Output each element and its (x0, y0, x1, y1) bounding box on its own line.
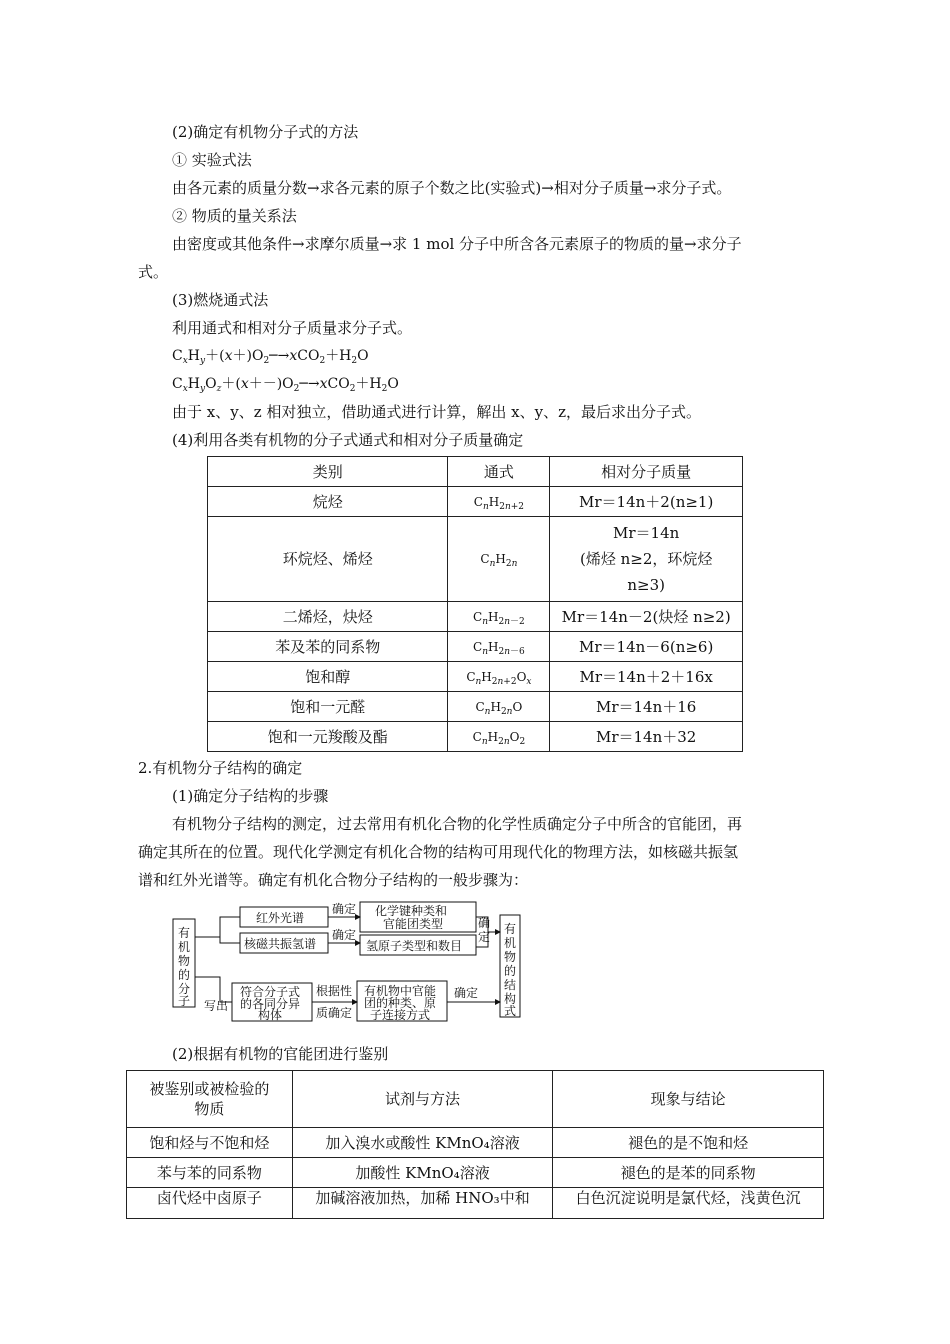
svg-text:子: 子 (178, 994, 191, 1008)
diagram-determine-1: 确定 (332, 902, 357, 916)
diagram-right-label (504, 922, 516, 1018)
diagram-nmr: 核磁共振氢谱 (244, 937, 317, 951)
cell-formula: $C_nH_{2n-2}$ (448, 602, 550, 632)
paragraph-structure-2: 确定其所在的位置。现代化学测定有机化合物的结构可用现代化的物理方法，如核磁共振氢 (138, 843, 739, 861)
header-result: 现象与结论 (553, 1071, 824, 1128)
diagram-bond-1: 化学键种类和 (375, 904, 448, 918)
cell-mr: Mr＝14n＋2(n≥1) (550, 487, 743, 517)
paragraph-independence: 由于 x、y、z 相对独立，借助通式进行计算，解出 x、y、z，最后求出分子式。 (172, 403, 701, 421)
svg-text:构: 构 (504, 992, 517, 1006)
table-row (208, 517, 743, 602)
paragraph-structure-1: 有机物分子结构的测定，过去常用有机化合物的化学性质确定分子中所含的官能团，再 (172, 815, 743, 833)
table-row (127, 1158, 824, 1188)
svg-text:分: 分 (178, 982, 191, 996)
table-header-row (208, 457, 743, 487)
table-row (127, 1128, 824, 1158)
structure-flow-diagram (170, 897, 550, 1025)
diagram-iso-3: 构体 (258, 1008, 283, 1022)
paragraph-combustion: 利用通式和相对分子质量求分子式。 (172, 319, 413, 337)
table-row (208, 602, 743, 632)
diagram-bond-2: 官能团类型 (383, 917, 444, 931)
cell-category: 饱和一元羧酸及酯 (208, 722, 448, 752)
table-header-row (127, 1071, 824, 1128)
cell-formula: $C_nH_{2n}O_2$ (448, 722, 550, 752)
cell-result: 褪色的是苯的同系物 (553, 1158, 824, 1188)
section-title-formula-method: (2)确定有机物分子式的方法 (172, 123, 359, 141)
svg-text:机: 机 (178, 940, 191, 954)
cell-category: 二烯烃，炔烃 (208, 602, 448, 632)
header-substance (127, 1071, 293, 1128)
general-formula-table (207, 456, 743, 752)
cell-mr-line: n≥3) (627, 576, 665, 594)
svg-text:结: 结 (504, 978, 517, 992)
paragraph-mole-relation-1: 由密度或其他条件→求摩尔质量→求 1 mol 分子中所含各元素原子的物质的量→求分子 (172, 235, 742, 253)
table-row (208, 632, 743, 662)
table-row (127, 1188, 824, 1219)
diagram-determine-5: 确定 (454, 986, 479, 1000)
diagram-fg-1: 有机物中官能 (364, 984, 437, 998)
table-row (208, 662, 743, 692)
header-mr: 相对分子质量 (550, 457, 743, 487)
cell-category: 饱和醇 (208, 662, 448, 692)
diagram-iso-1: 符合分子式 (240, 985, 301, 999)
header-reagent: 试剂与方法 (292, 1071, 553, 1128)
paragraph-structure-3: 谱和红外光谱等。确定有机化合物分子结构的一般步骤为： (138, 871, 529, 889)
cell-category: 饱和一元醛 (208, 692, 448, 722)
svg-text:的: 的 (178, 968, 191, 982)
diagram-determine-2: 确定 (332, 928, 357, 942)
diagram-hatom: 氢原子类型和数目 (366, 939, 463, 953)
diagram-prop-1: 根据性 (316, 984, 353, 998)
subheading-steps: (1)确定分子结构的步骤 (172, 787, 329, 805)
svg-text:有: 有 (504, 922, 517, 936)
cell-reagent: 加碱溶液加热，加稀 HNO₃中和 (292, 1188, 553, 1219)
cell-category: 烷烃 (208, 487, 448, 517)
table-row (208, 487, 743, 517)
svg-text:有: 有 (178, 926, 191, 940)
header-substance-line: 被鉴别或被检验的 (149, 1080, 270, 1098)
cell-mr: Mr＝14n＋16 (550, 692, 743, 722)
subheading-empirical: ① 实验式法 (172, 151, 252, 169)
cell-formula: $C_nH_{2n}$ (448, 517, 550, 602)
diagram-write: 写出 (204, 999, 229, 1013)
svg-text:的: 的 (504, 964, 517, 978)
diagram-ir: 红外光谱 (256, 911, 305, 925)
section-title-combustion: (3)燃烧通式法 (172, 291, 269, 309)
diagram-prop-2: 质确定 (316, 1006, 353, 1020)
cell-substance: 卤代烃中卤原子 (127, 1188, 293, 1219)
cell-formula: $C_nH_{2n+2}$ (448, 487, 550, 517)
table-row (208, 722, 743, 752)
diagram-determine-4: 定 (478, 930, 491, 944)
table-row (208, 692, 743, 722)
cell-mr: Mr＝14n－2(炔烃 n≥2) (550, 602, 743, 632)
section-title-general-formula: (4)利用各类有机物的分子式通式和相对分子质量确定 (172, 431, 524, 449)
diagram-fg-2: 团的种类、原 (364, 996, 437, 1010)
svg-text:式: 式 (504, 1004, 517, 1018)
svg-text:物: 物 (504, 950, 517, 964)
identification-table (126, 1070, 824, 1219)
header-formula: 通式 (448, 457, 550, 487)
cell-formula: $C_nH_{2n}O$ (448, 692, 550, 722)
diagram-fg-3: 子连接方式 (370, 1008, 431, 1022)
cell-reagent: 加酸性 KMnO₄溶液 (292, 1158, 553, 1188)
cell-mr-line: (烯烃 n≥2，环烷烃 (579, 550, 713, 568)
diagram-determine-3: 确 (478, 916, 491, 930)
cell-mr: Mr＝14n＋32 (550, 722, 743, 752)
cell-result: 褪色的是不饱和烃 (553, 1128, 824, 1158)
equation-hydrocarbon: $C_xH_y+(x+)O_2─\to xCO_2+H_2O$ (172, 348, 369, 366)
cell-substance: 饱和烃与不饱和烃 (127, 1128, 293, 1158)
cell-formula: $C_nH_{2n-6}$ (448, 632, 550, 662)
header-category: 类别 (208, 457, 448, 487)
cell-mr (550, 517, 743, 602)
cell-mr: Mr＝14n－6(n≥6) (550, 632, 743, 662)
paragraph-mole-relation-2: 式。 (138, 263, 169, 281)
cell-result: 白色沉淀说明是氯代烃，浅黄色沉 (553, 1188, 824, 1219)
subheading-identification: (2)根据有机物的官能团进行鉴别 (172, 1045, 389, 1063)
diagram-left-label (178, 926, 190, 1008)
equation-oxygenate: $C_xH_yO_z+(x+-)O_2─\to xCO_2+H_2O$ (172, 376, 399, 394)
cell-mr-line: Mr＝14n (613, 524, 680, 542)
cell-category: 苯及苯的同系物 (208, 632, 448, 662)
cell-formula: $C_nH_{2n+2}O_x$ (448, 662, 550, 692)
paragraph-empirical: 由各元素的质量分数→求各元素的原子个数之比(实验式)→相对分子质量→求分子式。 (172, 179, 732, 197)
cell-mr: Mr＝14n＋2＋16x (550, 662, 743, 692)
header-substance-line: 物质 (194, 1100, 225, 1118)
section-title-structure: 2.有机物分子结构的确定 (138, 759, 303, 777)
subheading-mole-relation: ② 物质的量关系法 (172, 207, 297, 225)
cell-reagent: 加入溴水或酸性 KMnO₄溶液 (292, 1128, 553, 1158)
cell-substance: 苯与苯的同系物 (127, 1158, 293, 1188)
cell-category: 环烷烃、烯烃 (208, 517, 448, 602)
diagram-iso-2: 的各同分异 (240, 997, 301, 1011)
svg-text:物: 物 (178, 954, 191, 968)
svg-text:机: 机 (504, 936, 517, 950)
